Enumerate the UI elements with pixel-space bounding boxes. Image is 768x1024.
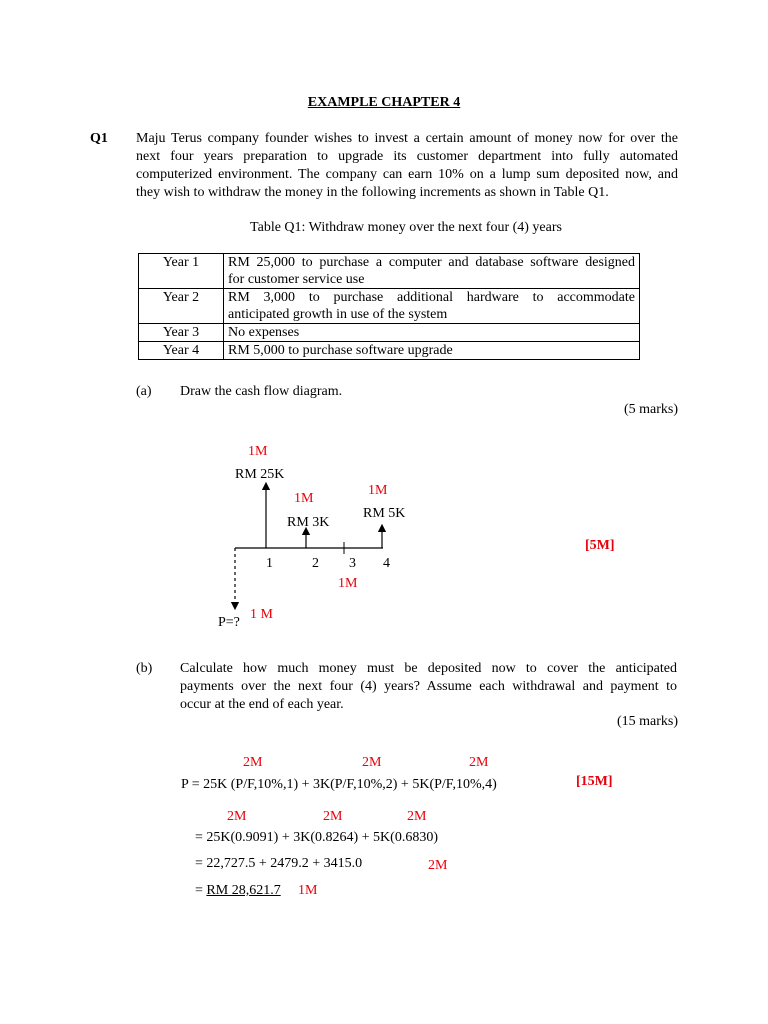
description-line: anticipated growth in use of the system (228, 307, 448, 322)
part-b-line: payments over the next four (4) years? Assume each withdrawal and payment to (180, 679, 677, 694)
part-b-total-marks: [15M] (576, 774, 613, 789)
part-b-marks: (15 marks) (616, 714, 678, 729)
part-a-text: Draw the cash flow diagram. (180, 384, 343, 399)
equals-sign: = (195, 883, 207, 898)
year-cell: Year 1 (139, 254, 224, 289)
part-a-total-marks: [5M] (585, 538, 615, 553)
part-b-label: (b) (136, 661, 153, 676)
description-line: RM 25,000 to purchase a computer and database software designed (228, 255, 635, 270)
description-line: RM 5,000 to purchase software upgrade (228, 343, 453, 358)
description-line: RM 3,000 to purchase additional hardware to accommodate (228, 290, 635, 305)
mark-2m: 2M (362, 755, 382, 770)
solution-line-2: = 25K(0.9091) + 3K(0.8264) + 5K(0.6830) (195, 830, 438, 845)
mark-2m: 2M (428, 858, 448, 873)
mark-1m: 1M (338, 576, 358, 591)
mark-2m: 2M (469, 755, 489, 770)
part-b-line: occur at the end of each year. (180, 697, 344, 712)
year-cell: Year 4 (139, 342, 224, 360)
label-rm25k: RM 25K (235, 467, 285, 482)
question-number: Q1 (90, 131, 108, 146)
intro-line: Maju Terus company founder wishes to invest a certain amount of money now for over the (136, 131, 678, 146)
period-label: 1 (266, 556, 273, 571)
page-title: EXAMPLE CHAPTER 4 (307, 95, 461, 110)
part-b-line: Calculate how much money must be deposited now to cover the anticipated (180, 661, 677, 676)
period-label: 4 (383, 556, 390, 571)
mark-1m: 1M (294, 491, 314, 506)
part-a-marks: (5 marks) (623, 402, 678, 417)
description-line: No expenses (228, 325, 300, 340)
final-answer: RM 28,621.7 (206, 883, 281, 898)
period-label: 2 (312, 556, 319, 571)
mark-1m: 1M (368, 483, 388, 498)
solution-line-3: = 22,727.5 + 2479.2 + 3415.0 (195, 856, 363, 871)
year-cell: Year 2 (139, 289, 224, 324)
period-label: 3 (349, 556, 356, 571)
intro-line: computerized environment. The company can earn 10% on a lump sum deposited now, and (136, 167, 678, 182)
mark-1m: 1M (298, 883, 318, 898)
solution-line-4 (195, 882, 281, 899)
part-b-text (180, 660, 677, 714)
intro-line: they wish to withdraw the money in the following increments as shown in Table Q1. (136, 185, 609, 200)
mark-2m: 2M (243, 755, 263, 770)
mark-1m: 1M (248, 444, 268, 459)
label-rm5k: RM 5K (363, 506, 406, 521)
description-line: for customer service use (228, 272, 365, 287)
mark-2m: 2M (227, 809, 247, 824)
table-caption: Table Q1: Withdraw money over the next four (4) years (250, 220, 562, 235)
mark-1m: 1 M (250, 607, 273, 622)
year-cell: Year 3 (139, 324, 224, 342)
part-a-label: (a) (136, 384, 152, 399)
label-present-value: P=? (218, 615, 240, 630)
mark-2m: 2M (407, 809, 427, 824)
solution-line-1: P = 25K (P/F,10%,1) + 3K(P/F,10%,2) + 5K(P/F,10%,4) (181, 777, 497, 792)
label-rm3k: RM 3K (287, 515, 330, 530)
mark-2m: 2M (323, 809, 343, 824)
intro-line: next four years preparation to upgrade its customer department into fully automated (136, 149, 678, 164)
